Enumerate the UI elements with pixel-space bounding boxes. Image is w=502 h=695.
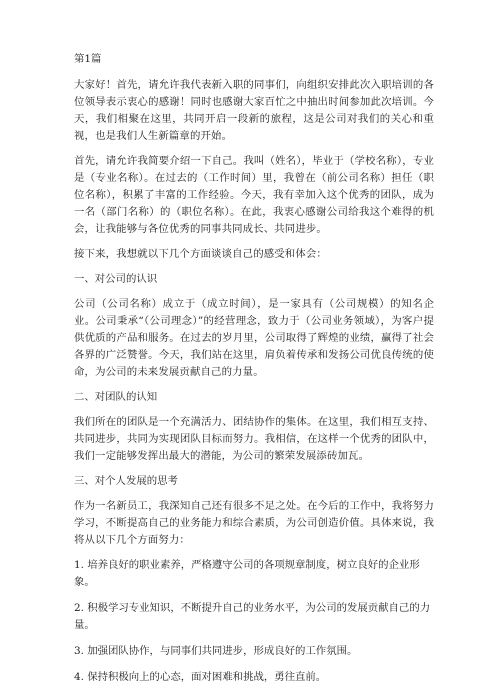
section-title-development: 三、对个人发展的思考 (74, 475, 178, 487)
list-item: 3. 加强团队协作，与同事们共同进步，形成良好的工作氛围。 (74, 645, 358, 657)
self-intro-paragraph: 首先，请允许我简要介绍一下自己。我叫（姓名），毕业于（学校名称），专业是（专业名称）。在过去的（工作时间）里，我曾在（前公司名称）担任（职位名称），积累了丰富的工作经验。今天，我有幸加入这个优秀的团队，成为一名（部门名称）的（职位名称）。在此，我衷心感谢公司给我这个难得的机会，让我能够与各位优秀的同事共同成长、共同进步。 (74, 155, 434, 235)
section-body-company: 公司（公司名称）成立于（成立时间），是一家具有（公司规模）的知名企业。公司秉承“（公司理念）”的经营理念，致力于（公司业务领域），为客户提供优质的产品和服务。在过去的岁月里，公司取得了辉煌的业绩，赢得了社会各界的广泛赞誉。今天，我们站在这里，肩负着传承和发扬公司优良传统的使命，为公司的未来发展贡献自己的力量。 (74, 298, 434, 378)
section-title-team: 二、对团队的认知 (74, 391, 158, 403)
list-item: 1. 培养良好的职业素养，严格遵守公司的各项规章制度，树立良好的企业形象。 (74, 559, 420, 588)
list-item: 2. 积极学习专业知识，不断提升自己的业务水平，为公司的发展贡献自己的力量。 (74, 602, 431, 631)
document-page (74, 52, 434, 695)
development-points-list (74, 557, 434, 686)
document-heading: 第1篇 (74, 53, 102, 65)
list-item: 4. 保持积极向上的心态，面对困难和挑战，勇往直前。 (74, 671, 327, 683)
section-body-development: 作为一名新员工，我深知自己还有很多不足之处。在今后的工作中，我将努力学习，不断提高自己的业务能力和综合素质，为公司创造价值。具体来说，我将从以下几个方面努力： (74, 500, 434, 546)
intro-paragraph: 大家好！首先，请允许我代表新入职的同事们，向组织安排此次入职培训的各位领导表示衷心的感谢！同时也感谢大家百忙之中抽出时间参加此次培训。今天，我们相聚在这里，共同开启一段新的旅程，这是公司对我们的关心和重视，也是我们人生新篇章的开始。 (74, 79, 434, 142)
section-title-company: 一、对公司的认识 (74, 273, 158, 285)
transition-paragraph: 接下来，我想就以下几个方面谈谈自己的感受和体会： (74, 248, 327, 260)
section-body-team: 我们所在的团队是一个充满活力、团结协作的集体。在这里，我们相互支持、共同进步，共同为实现团队目标而努力。我相信，在这样一个优秀的团队中，我们一定能够发挥出最大的潜能，为公司的繁荣发展添砖加瓦。 (74, 416, 434, 462)
